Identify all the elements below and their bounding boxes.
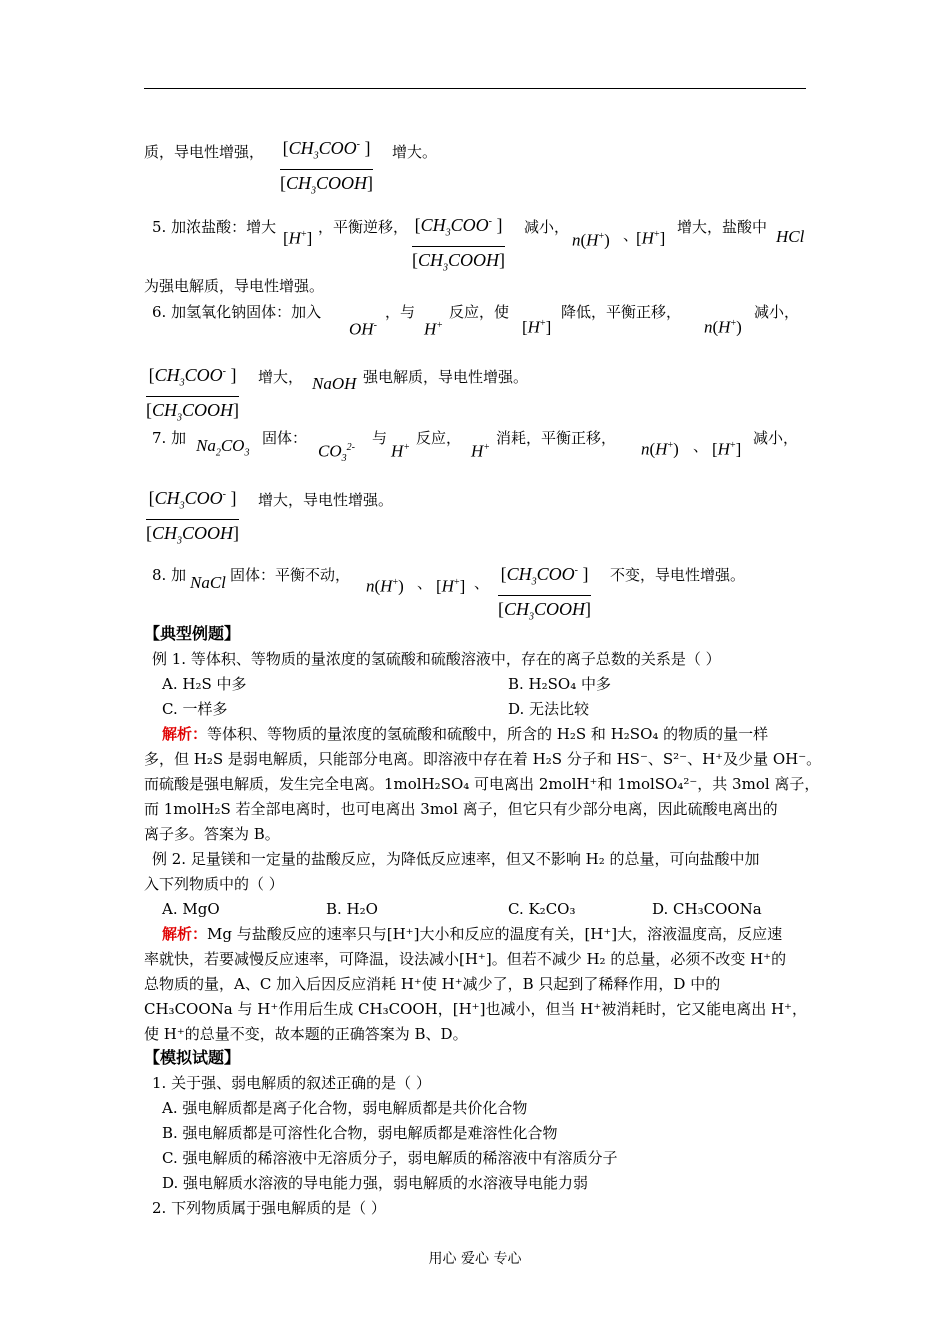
n-h: n(H+) xyxy=(704,317,742,337)
text-line: 、 xyxy=(623,226,639,244)
analysis-label: 解析： xyxy=(162,925,208,943)
n-h: n(H+) xyxy=(366,576,404,596)
option-d: D. 无法比较 xyxy=(508,700,590,718)
option-c: C. 强电解质的稀溶液中无溶质分子，弱电解质的稀溶液中有溶质分子 xyxy=(162,1149,618,1167)
text-line: 增大，盐酸中 xyxy=(677,218,768,236)
option-b: B. H₂O xyxy=(326,900,378,918)
option-c: C. 一样多 xyxy=(162,700,228,718)
example-question: 例 2. 足量镁和一定量的盐酸反应，为降低反应速率，但又不影响 H₂ 的总量，可向盐酸中加 xyxy=(152,850,760,868)
h-ion: H+ xyxy=(471,441,491,461)
text-line: 减小， xyxy=(754,303,800,321)
n-h: n(H+) xyxy=(572,230,610,250)
text-line: 固体： xyxy=(262,429,308,447)
header-rule xyxy=(144,88,806,89)
text-line: 增大。 xyxy=(392,143,438,161)
text-line: 反应，使 xyxy=(449,303,510,321)
analysis-line: 解析：等体积、等物质的量浓度的氢硫酸和硫酸中，所含的 H₂S 和 H₂SO₄ 的物质的量一样 xyxy=(162,725,769,743)
section-heading-examples: 【典型例题】 xyxy=(144,624,241,643)
oh-ion: OH- xyxy=(349,319,377,339)
analysis-line: 使 H⁺的总量不变，故本题的正确答案为 B、D。 xyxy=(144,1025,468,1043)
analysis-line: 率就快，若要减慢反应速率，可降温，设法减小[H⁺]。但若不减少 H₂ 的总量，必须不改变 H⁺的 xyxy=(144,950,787,968)
text-line: 反应， xyxy=(416,429,462,447)
text-line: 减小， xyxy=(524,218,570,236)
text-line: ，与 xyxy=(385,303,416,321)
text-line: 、 xyxy=(417,574,433,592)
page-footer: 用心 爱心 专心 xyxy=(428,1251,522,1267)
h-ion: H+ xyxy=(424,319,444,339)
text-line: 、 xyxy=(693,437,709,455)
text-line: 降低，平衡正移， xyxy=(561,303,682,321)
section-heading-practice: 【模拟试题】 xyxy=(144,1048,241,1067)
h-conc: [H+] xyxy=(712,439,742,459)
analysis-label: 解析： xyxy=(162,725,208,743)
example-question: 例 1. 等体积、等物质的量浓度的氢硫酸和硫酸溶液中，存在的离子总数的关系是（ ） xyxy=(152,650,721,668)
h-ion: H+ xyxy=(391,441,411,461)
option-d: D. CH₃COONa xyxy=(652,900,762,918)
ratio-fraction: [$CH_3COO^-$ ] $[CH_3COOH]$ xyxy=(280,134,373,202)
co3-ion: $CO_3^{2-}$ xyxy=(318,441,355,465)
h-conc: [H+] xyxy=(636,228,666,248)
h-conc: [H+] xyxy=(436,576,466,596)
text-line: 增大，导电性增强。 xyxy=(258,491,394,509)
practice-question: 2. 下列物质属于强电解质的是（ ） xyxy=(152,1199,386,1217)
option-b: B. H₂SO₄ 中多 xyxy=(508,675,612,693)
analysis-line: CH₃COONa 与 H⁺作用后生成 CH₃COOH，[H⁺]也减小，但当 H⁺被消耗时，它又能电离出 H⁺， xyxy=(144,1000,807,1018)
text-line: 、 xyxy=(474,574,490,592)
analysis-line: 多，但 H₂S 是弱电解质，只能部分电离。即溶液中存在着 H₂S 分子和 HS⁻、S²⁻、H⁺及少量 OH⁻。 xyxy=(144,750,822,768)
nacl-formula: NaCl xyxy=(190,573,226,592)
ratio-fraction: [$CH_3COO^-$ ] $[CH_3COOH]$ xyxy=(412,211,505,279)
text-line: ，平衡逆移， xyxy=(318,218,409,236)
option-d: D. 强电解质水溶液的导电能力强，弱电解质的水溶液导电能力弱 xyxy=(162,1174,589,1192)
text-line: 不变，导电性增强。 xyxy=(610,566,746,584)
option-c: C. K₂CO₃ xyxy=(508,900,576,918)
text-line: 6. 加氢氧化钠固体：加入 xyxy=(152,303,322,321)
text-line: 消耗，平衡正移， xyxy=(496,429,617,447)
ratio-fraction: [$CH_3COO^-$ ] $[CH_3COOH]$ xyxy=(146,361,239,429)
n-h: n(H+) xyxy=(641,439,679,459)
naoh-formula: NaOH xyxy=(312,374,357,393)
option-b: B. 强电解质都是可溶性化合物，弱电解质都是难溶性化合物 xyxy=(162,1124,558,1142)
hcl-formula: HCl xyxy=(776,227,805,246)
practice-question: 1. 关于强、弱电解质的叙述正确的是（ ） xyxy=(152,1074,431,1092)
text-line: 减小， xyxy=(753,429,799,447)
text-line: 8. 加 xyxy=(152,566,187,584)
ratio-fraction: [$CH_3COO^-$ ] $[CH_3COOH]$ xyxy=(146,484,239,552)
option-a: A. 强电解质都是离子化合物，弱电解质都是共价化合物 xyxy=(162,1099,528,1117)
text-line: 为强电解质，导电性增强。 xyxy=(144,277,325,295)
analysis-line: 而硫酸是强电解质，发生完全电离。1molH₂SO₄ 可电离出 2molH⁺和 1molSO₄²⁻，共 3mol 离子， xyxy=(144,775,820,793)
option-a: A. H₂S 中多 xyxy=(162,675,247,693)
text-line: 固体：平衡不动， xyxy=(230,566,351,584)
option-a: A. MgO xyxy=(162,900,220,918)
analysis-line: 而 1molH₂S 若全部电离时，也可电离出 3mol 离子，但它只有少部分电离，因此硫酸电离出的 xyxy=(144,800,778,818)
h-conc: [H+] xyxy=(522,317,552,337)
analysis-line: 解析：Mg 与盐酸反应的速率只与[H⁺]大小和反应的温度有关，[H⁺]大，溶液温度高，反应速 xyxy=(162,925,783,943)
example-question: 入下列物质中的（ ） xyxy=(144,875,284,893)
analysis-line: 总物质的量，A、C 加入后因反应消耗 H⁺使 H⁺减少了，B 只起到了稀释作用，D 中的 xyxy=(144,975,721,993)
text-line: 增大， xyxy=(258,368,304,386)
na2co3-formula: $Na_2CO_3$ xyxy=(196,436,250,459)
analysis-line: 离子多。答案为 B。 xyxy=(144,825,280,843)
ratio-fraction: [$CH_3COO^-$ ] $[CH_3COOH]$ xyxy=(498,560,591,628)
text-line: 5. 加浓盐酸：增大 xyxy=(152,218,277,236)
text-line: 强电解质，导电性增强。 xyxy=(363,368,529,386)
h-conc: [H+] xyxy=(283,228,313,248)
text-line: 7. 加 xyxy=(152,429,187,447)
text-line: 质，导电性增强， xyxy=(144,143,265,161)
text-line: 与 xyxy=(372,429,388,447)
